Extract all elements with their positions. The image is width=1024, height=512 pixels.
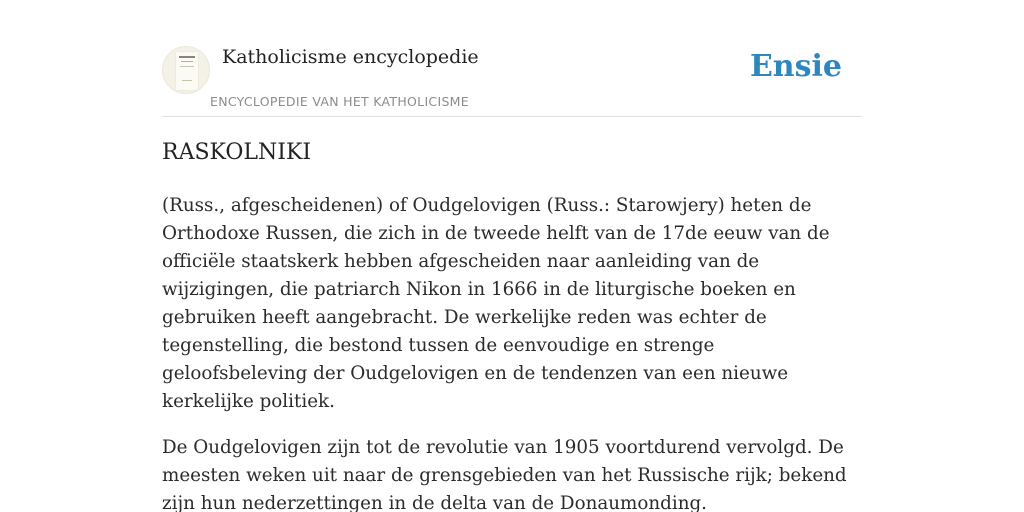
site-header — [162, 40, 862, 117]
article-paragraph-2: De Oudgelovigen zijn tot de revolutie van 1905 voortdurend vervolgd. De meesten weken uit naar de grensgebieden van het Russische rijk; bekend zijn hun nederzettingen in de delta van de Donaumonding. — [162, 437, 847, 512]
site-subtitle: ENCYCLOPEDIE VAN HET KATHOLICISME — [210, 94, 469, 109]
article-body — [162, 192, 862, 512]
article-paragraph-1: (Russ., afgescheidenen) of Oudgelovigen (Russ.: Starowjery) heten de Orthodoxe Russen, die zich in de tweede helft van de 17de eeuw van de officiële staatskerk hebben afgescheiden naar aanleiding van de wijzigingen, die patriarch Nikon in 1666 in de liturgische boeken en gebruiken heeft aangebracht. De werkelijke reden was echter de tegenstelling, die bestond tussen de eenvoudige en strenge geloofsbeleving der Oudgelovigen en de tendenzen van een nieuwe kerkelijke politiek. — [162, 195, 830, 412]
article-title: RASKOLNIKI — [162, 140, 312, 165]
cover-illustration — [176, 52, 198, 90]
book-cover-icon[interactable] — [162, 46, 210, 94]
brand-logo[interactable]: Ensie — [749, 49, 842, 84]
site-title[interactable]: Katholicisme encyclopedie — [222, 46, 479, 68]
